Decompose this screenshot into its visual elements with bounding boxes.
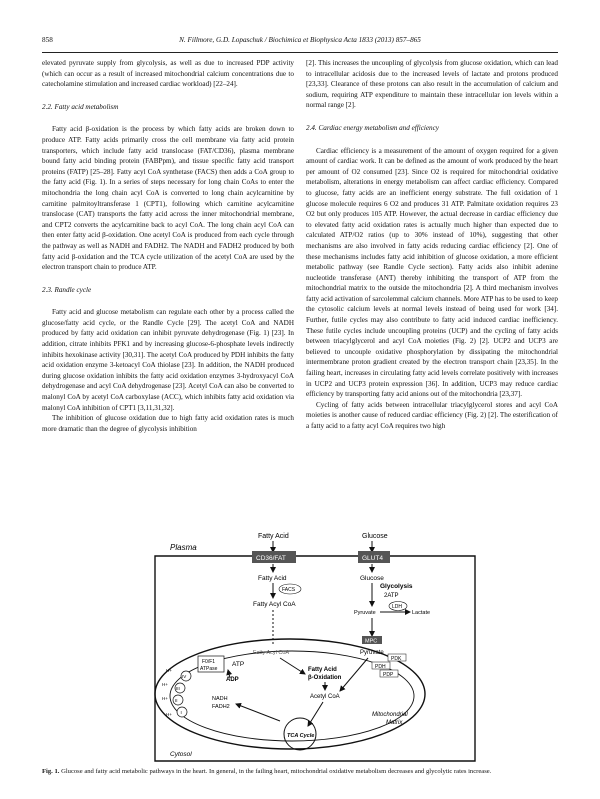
adp-label: ADP [226,677,239,683]
paragraph: Cycling of fatty acids between intracellular triacylglycerol stores and acyl CoA moieties is another cause of reduced cardiac efficiency (Fig. 2) [2]. The esterification of a fatty acid to a fatty acyl CoA requires two high [306,400,558,430]
cd36-label: CD36/FAT [256,555,286,562]
running-header [42,36,558,50]
nadh-label: NADH [212,696,228,702]
fatty-acid-top-label: Fatty Acid [258,533,289,540]
cx-iii-label: III [176,686,180,691]
paragraph: Fatty acid and glucose metabolism can regulate each other by a process called the glucose/fatty acid cycle, or the Randle Cycle [29]. The acetyl CoA and NADH produced by fatty acid oxidation can inhibit pyruvate dehydrogenase (Fig. 1) [23]. In addition, citrate inhibits PFK1 and by increasing glucose-6-phosphate levels indirectly inhibits hexokinase activity [30,31]. The acetyl CoA produced by PDH inhibits the fatty acid oxidation enzyme 3-ketoacyl CoA thiolase [23]. In addition, the NADH produced during glucose oxidation inhibits the fatty acid oxidation enzymes 3-hydroxyacyl CoA dehydrogenase and acyl CoA dehydrogenase [23]. Acetyl CoA can also be converted to malonyl CoA by acetyl CoA carboxylase (ACC), which inhibits fatty acid oxidation via malonyl CoA inhibition of CPT1 [3,11,31,32]. [42,308,294,412]
paragraph: [2]. This increases the uncoupling of glycolysis from glucose oxidation, which can lead to intracellular acidosis due to the increased levels of lactate and protons produced [23,33]. Clearance of these protons can also result in the accumulation of calcium and sodium, requiring ATP expenditure to maintain these intracellular ion levels within a normal range [2]. [306,59,558,110]
proton-label: H+ [166,712,172,717]
paragraph: Cardiac efficiency is a measurement of the amount of oxygen required for a given amount of cardiac work. It can be defined as the amount of work produced by the heart per amount of O2 consumed [23]. Since O2 is required for mitochondrial oxidative metabolism, alterations in energy metabolism can affect cardiac efficiency. Compared to glucose, fatty acids are an inefficient energy substrate. The full oxidation of 1 glucose molecule requires 6 O2 and produces 31 ATP. Palmitate oxidation requires 23 O2 but only produces 105 ATP. However, the actual decrease in cardiac efficiency due to elevated fatty acid oxidation rates is actually much higher than expected due to calculated ATP/O2 ratios (up to 30% instead of 10%), suggesting that other mechanisms are also involved in fatty acids reducing cardiac efficiency [2]. One of these mechanisms includes fatty acid inhibition of glucose oxidation, a more efficient metabolic pathway (see Randle Cycle section). Fatty acids also inhibit adenine nucleotide transferase (ANT) thereby inhibiting the transport of ATP from the mitochondrial matrix to the outside the mitochondria [2]. A third mechanism involves fatty acid activation of sarcolemmal calcium channels. More ATP has to be used to keep the cytosolic calcium levels at normal levels instead of being used for work [34]. Further, futile cycles may also contribute to fatty acid induced cardiac inefficiency. These futile cycles include uncoupling proteins (UCP) and the cycling of fatty acids between triacylglycerol and acyl CoA moieties (Fig. 2) [2]. UCP2 and UCP3 are believed to uncouple oxidative phosphorylation by dissipating the mitochondrial intermembrane proton gradient created by the electron transport chain [23,35]. In the failing heart, increases in circulating fatty acid levels correlate positively with increases in UCP2 and UCP3 protein expression [36]. In addition, UCP3 may reduce cardiac efficiency by transporting fatty acid anions out of the mitochondria [23,37]. [306,146,558,399]
figure-1-diagram [140,526,490,786]
figure-caption [42,767,558,776]
pyruvate-cytosol-label: Pyruvate [354,610,376,616]
fatty-acyl-coa-label: Fatty Acyl CoA [253,601,296,608]
pdk-label: PDK [391,656,402,662]
pdp-label: PDP [383,672,394,678]
pdh-label: PDH [375,664,386,670]
lactate-label: Lactate [412,610,431,616]
tca-label: TCA Cycle [287,733,315,739]
acetyl-coa-label: Acetyl CoA [310,694,340,700]
fatty-acid-in-label: Fatty Acid [258,575,287,582]
mito-matrix-label-1: Mitochondrial [372,712,408,718]
caption-label: Fig. 1. [42,768,60,775]
journal-citation: N. Fillmore, G.D. Lopaschuk / Biochimica et Biophysica Acta 1833 (2013) 857–865 [179,36,421,44]
left-column [42,58,294,434]
paragraph: Fatty acid β-oxidation is the process by which fatty acids are broken down to produce ATP. Fatty acids primarily cross the cell membrane via fatty acid protein transporters, which include fatty acid translocase (FAT/CD36), plasma membrane bound fatty acid binding protein (FABPpm), and tissue specific fatty acid transport proteins (FATP) [25–28]. Fatty acyl CoA synthetase (FACS) then adds a CoA group to the fatty acid (Fig. 1). In a series of steps necessary for long chain CoAs to enter the mitochondria the long chain acyl CoA is converted to long chain acylcarnitine by carnitine palmitoyltransferase 1 (CPT1), following which carnitine acylcarnitine translocase (CAT) transports the fatty acid across the inner mitochondrial membrane, and CPT2 converts the acylcarnitine back to acyl CoA. The long chain acyl CoA can then enter fatty acid β-oxidation. One acetyl CoA is produced from each cycle through the pathway as well as NADH and FADH2. The NADH and FADH2 produced by both fatty acid β-oxidation and the TCA cycle utilization of the acetyl CoA are used by the electron transport chain to produce ATP. [42,125,294,272]
caption-text: Glucose and fatty acid metabolic pathways in the heart. In general, in the failing heart, mitochondrial oxidative metabolism decreases and glycolytic rates increase. [61,768,492,775]
proton-label: H+ [162,682,168,687]
facs-label: FACS [282,587,296,593]
glut4-label: GLUT4 [362,555,383,562]
cx-iv-label: IV [182,674,187,679]
paragraph: The inhibition of glucose oxidation due to high fatty acid oxidation rates is much more dramatic than the degree of glycolysis inhibition [42,414,294,433]
fa-beta-ox-label-1: Fatty Acid [308,667,337,673]
atp-label: ATP [232,661,245,668]
cx-ii-label: II [175,698,178,703]
fatty-acyl-coa-mito-label: Fatty Acyl CoA [253,650,290,656]
pyruvate-mito-label: Pyruvate [360,650,384,656]
header-rule [42,52,558,53]
glucose-in-label: Glucose [360,575,384,582]
ldh-label: LDH [392,604,403,610]
section-heading: 2.2. Fatty acid metabolism [42,102,119,111]
cx-i-label: I [180,710,182,715]
glycolysis-label: Glycolysis [380,583,413,590]
complex-i [177,707,187,717]
proton-label: H+ [166,668,172,673]
section-heading: 2.4. Cardiac energy metabolism and efficiency [306,123,439,132]
page-number: 858 [42,36,53,44]
section-heading: 2.3. Randle cycle [42,285,92,294]
two-atp-label: 2ATP [384,593,399,599]
atpase-label: ATPase [200,666,218,672]
f0f1-label: F0/F1 [202,659,216,665]
paragraph: elevated pyruvate supply from glycolysis, as well as due to increased PDP activity (which can occur as a result of increased mitochondrial calcium concentrations due to catecholamine stimulation and increased cardiac workload) [22–24]. [42,59,294,89]
mpc-label: MPC [365,638,378,645]
glucose-top-label: Glucose [362,533,388,540]
plasma-label: Plasma [170,543,197,552]
right-column [306,58,558,432]
mito-matrix-label-2: Matrix [386,720,403,726]
cytosol-label: Cytosol [170,751,192,758]
fa-beta-ox-label-2: β-Oxidation [308,675,342,681]
fadh2-label: FADH2 [212,704,230,710]
proton-label: H+ [162,696,168,701]
